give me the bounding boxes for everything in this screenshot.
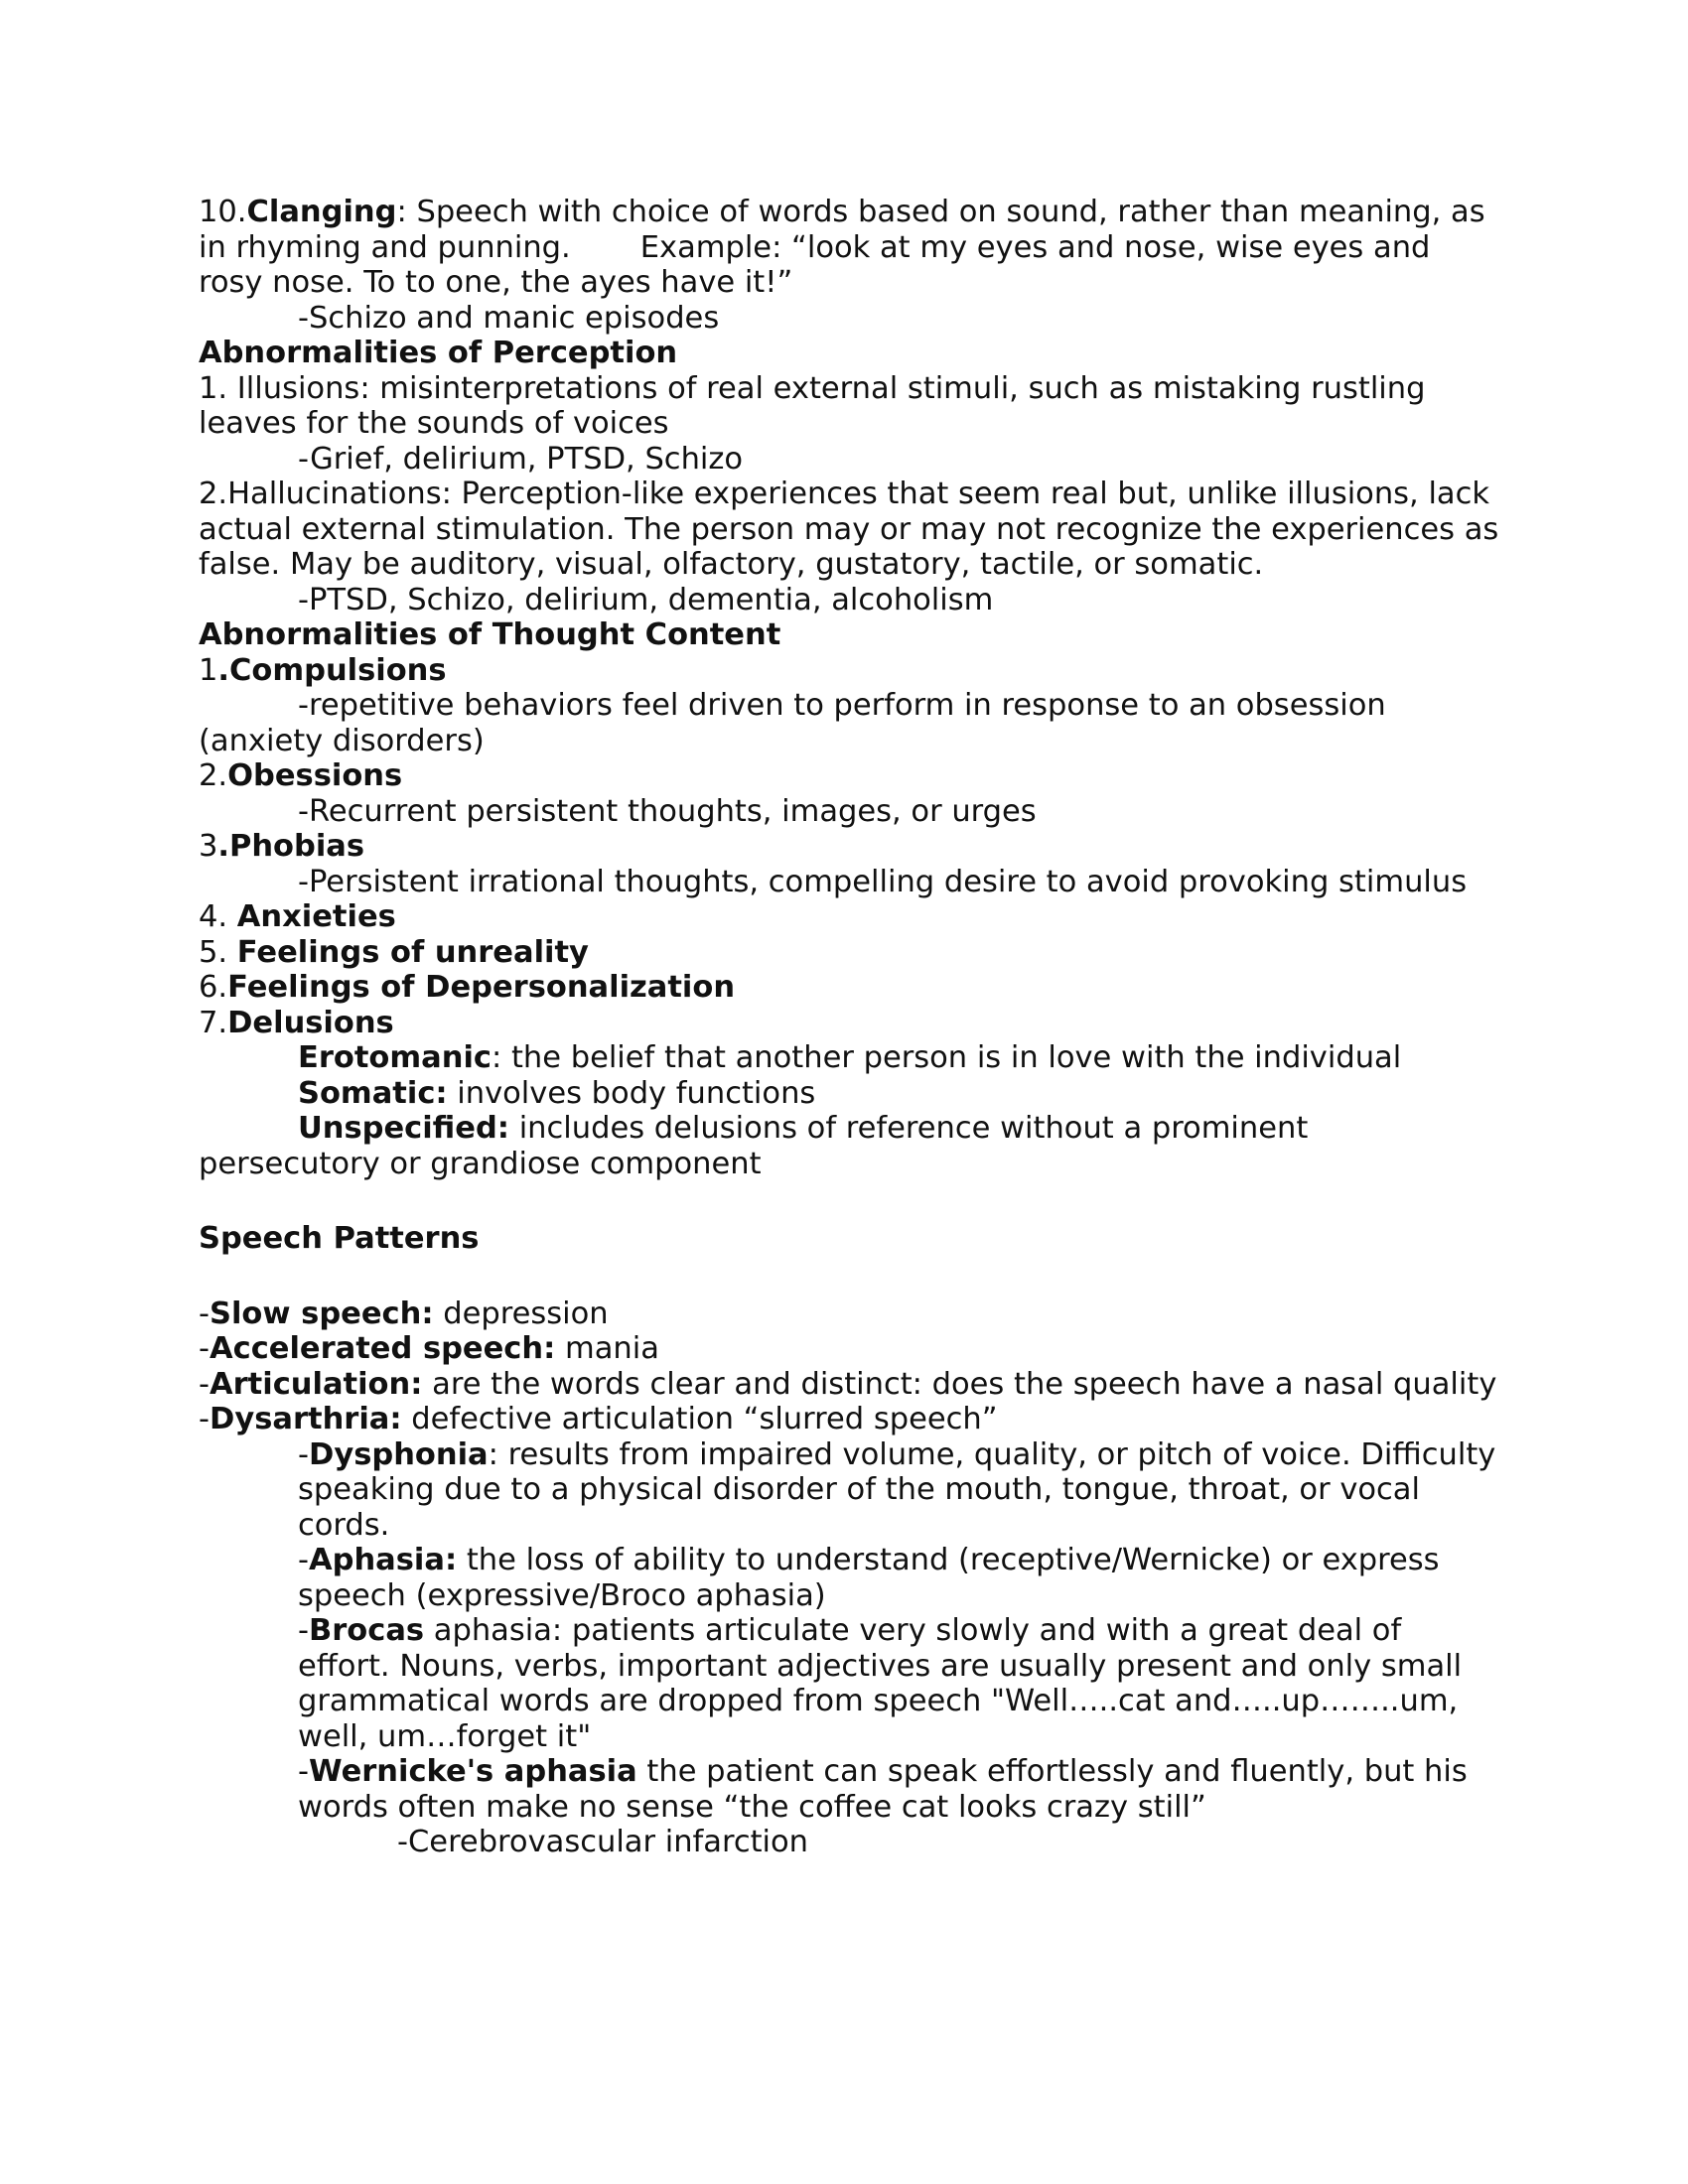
- speech-heading: Speech Patterns: [199, 1221, 480, 1256]
- illusions-entry: 1. Illusions: misinterpretations of real external stimuli, such as mistaking rustling leaves for the sounds of voices: [199, 370, 1426, 441]
- brocas-entry: -Brocas aphasia: patients articulate very slowly and with a great deal of effort. Nouns, verbs, important adjectives are usually present and only small grammatical words are dropped from speech "Well…..cat and…..up……..um, well, um…forget it": [298, 1613, 1463, 1754]
- compulsions-desc-cont: (anxiety disorders): [199, 723, 485, 758]
- unspecified-entry-cont: persecutory or grandiose component: [199, 1146, 762, 1181]
- depersonalization-title: 6.Feelings of Depersonalization: [199, 970, 736, 1005]
- hallucinations-entry: 2.Hallucinations: Perception-like experiences that seem real but, unlike illusions, lack actual external stimulation. The person may or may not recognize the experiences as false. May be auditory, visual, olfactory, gustatory, tactile, or somatic.: [199, 477, 1499, 582]
- compulsions-desc: -repetitive behaviors feel driven to perform in response to an obsession: [298, 688, 1386, 723]
- somatic-entry: Somatic: involves body functions: [298, 1075, 816, 1111]
- clanging-example: Example: “look at my eyes and nose, wise eyes and rosy nose. To to one, the ayes have it!”: [199, 229, 1431, 300]
- clanging-number: 10.: [199, 195, 247, 229]
- illusions-conditions: -Grief, delirium, PTSD, Schizo: [298, 441, 744, 477]
- unreality-title: 5. Feelings of unreality: [199, 934, 589, 970]
- cerebrovascular-entry: -Cerebrovascular infarction: [397, 1825, 809, 1859]
- perception-heading: Abnormalities of Perception: [199, 336, 678, 370]
- thought-heading: Abnormalities of Thought Content: [199, 617, 781, 652]
- compulsions-title: 1.Compulsions: [199, 652, 447, 688]
- phobias-title: 3.Phobias: [199, 829, 365, 864]
- dysphonia-entry: -Dysphonia: results from impaired volume, quality, or pitch of voice. Difficulty speaking due to a physical disorder of the mouth, tongue, throat, or vocal cords.: [298, 1436, 1496, 1543]
- clanging-term: Clanging: [246, 195, 397, 229]
- erotomanic-entry: Erotomanic: the belief that another person is in love with the individual: [298, 1040, 1402, 1075]
- clanging-definition: : Speech with choice of words based on sound, rather than meaning, as in rhyming and punning.: [199, 195, 1485, 265]
- obsessions-title: 2.Obessions: [199, 758, 403, 793]
- aphasia-entry: -Aphasia: the loss of ability to understand (receptive/Wernicke) or express speech (expressive/Broco aphasia): [298, 1543, 1440, 1613]
- slow-speech-entry: -Slow speech: depression: [199, 1296, 609, 1331]
- wernicke-entry: -Wernicke's aphasia the patient can speak effortlessly and fluently, but his words often make no sense “the coffee cat looks crazy still”: [298, 1754, 1468, 1825]
- accelerated-speech-entry: -Accelerated speech: mania: [199, 1331, 659, 1366]
- dysarthria-entry: -Dysarthria: defective articulation “slurred speech”: [199, 1402, 998, 1436]
- anxieties-title: 4. Anxieties: [199, 899, 396, 934]
- obsessions-desc: -Recurrent persistent thoughts, images, or urges: [298, 793, 1037, 829]
- hallucinations-conditions: -PTSD, Schizo, delirium, dementia, alcoholism: [298, 582, 994, 617]
- delusions-title: 7.Delusions: [199, 1005, 394, 1040]
- clanging-conditions: -Schizo and manic episodes: [298, 300, 720, 336]
- clanging-entry: [199, 195, 1499, 301]
- articulation-entry: -Articulation: are the words clear and distinct: does the speech have a nasal quality: [199, 1366, 1497, 1402]
- phobias-desc: -Persistent irrational thoughts, compelling desire to avoid provoking stimulus: [298, 864, 1468, 899]
- document-page: [199, 195, 1499, 1860]
- unspecified-entry: Unspecified: includes delusions of reference without a prominent: [298, 1111, 1309, 1146]
